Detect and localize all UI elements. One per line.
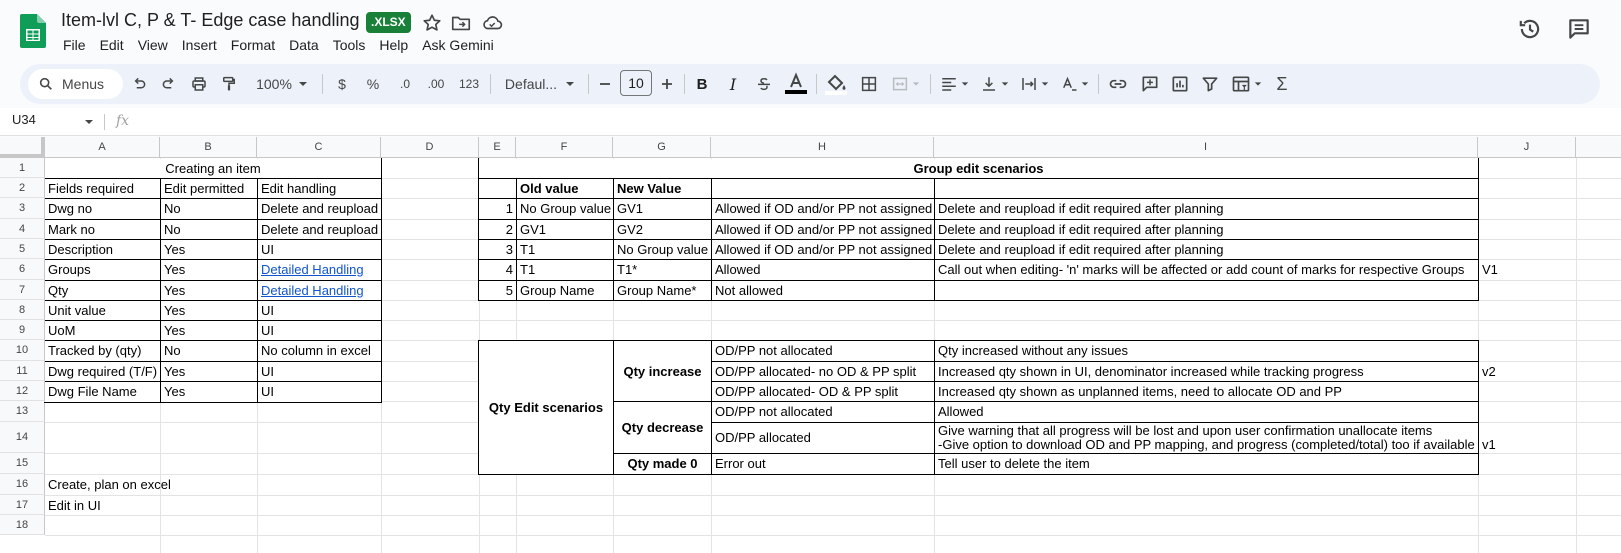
table-cell[interactable]: Tracked by (qty)	[45, 341, 160, 361]
table-border-line	[45, 361, 381, 362]
table-cell[interactable]: Delete and reupload	[258, 199, 381, 219]
menu-file[interactable]: File	[63, 37, 86, 53]
menu-bar	[60, 35, 505, 55]
column-header-e[interactable]: E	[479, 137, 516, 158]
qty-table-title[interactable]: Qty Edit scenarios	[479, 341, 613, 474]
table-cell[interactable]: Dwg File Name	[45, 382, 160, 402]
table-cell[interactable]: Delete and reupload if edit required after planning	[935, 220, 1478, 240]
table-cell[interactable]: No	[161, 199, 257, 219]
gridline	[1576, 158, 1577, 553]
toolbar-divider	[1098, 74, 1099, 94]
table-border-line	[479, 280, 1478, 281]
strikethrough-button[interactable]	[754, 72, 774, 96]
table-cell[interactable]: No Group value	[517, 199, 613, 219]
zoom-select[interactable]	[252, 72, 312, 96]
menu-format[interactable]: Format	[230, 37, 276, 53]
menu-help[interactable]: Help	[379, 37, 409, 53]
formula-bar-divider	[104, 114, 105, 130]
table-cell[interactable]: Yes	[161, 301, 257, 321]
select-all-corner[interactable]	[0, 137, 45, 158]
borders-button[interactable]	[858, 72, 880, 96]
version-history-icon[interactable]	[1517, 16, 1543, 42]
detailed-handling-link[interactable]: Detailed Handling	[258, 260, 381, 280]
table-cell[interactable]: Allowed if OD and/or PP not assigned	[712, 220, 934, 240]
table-cell[interactable]: Give warning that all progress will be lost and upon user confirmation unallocate items -Give option to download OD and PP mapping, and progress (completed/total) too if available	[935, 423, 1478, 453]
table-cell[interactable]: Group Name*	[614, 281, 711, 301]
group-header-old[interactable]: Old value	[517, 179, 613, 199]
currency-format-button[interactable]: $	[338, 76, 346, 92]
row-header[interactable]: 2	[0, 178, 45, 198]
table-cell[interactable]: Dwg no	[45, 199, 160, 219]
gridline	[45, 535, 1621, 536]
row-header[interactable]: 4	[0, 219, 45, 239]
file-type-badge[interactable]: .XLSX	[366, 12, 411, 33]
filter-views-icon	[1231, 74, 1251, 94]
table-cell[interactable]: OD/PP allocated	[712, 423, 934, 453]
filter-views-button[interactable]	[1228, 72, 1264, 96]
table-cell[interactable]: 2	[479, 220, 516, 240]
table-cell[interactable]: UI	[258, 240, 381, 260]
italic-button[interactable]: I	[729, 74, 737, 94]
plus-icon	[660, 77, 674, 91]
table-cell[interactable]: Tell user to delete the item	[935, 454, 1478, 474]
table-cell[interactable]: Yes	[161, 321, 257, 341]
table-border-line	[45, 300, 381, 301]
toolbar-divider	[816, 74, 817, 94]
table-cell[interactable]: Delete and reupload if edit required after planning	[935, 240, 1478, 260]
table-border-line	[479, 219, 1478, 220]
table-cell[interactable]: Yes	[161, 281, 257, 301]
table-border-line	[45, 280, 381, 281]
table-cell[interactable]: Call out when editing- 'n' marks will be affected or add count of marks for respective Groups	[935, 260, 1478, 280]
row-header[interactable]: 12	[0, 381, 45, 401]
row-header[interactable]: 8	[0, 300, 45, 320]
table-border-line	[479, 198, 1478, 199]
table-border-line	[613, 178, 614, 300]
table-cell[interactable]: Qty	[45, 281, 160, 301]
table-border-line	[613, 401, 1478, 402]
create-header-handling[interactable]: Edit handling	[258, 179, 381, 199]
version-tag[interactable]: V1	[1482, 262, 1498, 277]
detailed-handling-link[interactable]: Detailed Handling	[258, 281, 381, 301]
column-header-h[interactable]: H	[711, 137, 934, 158]
table-cell[interactable]: GV1	[517, 220, 613, 240]
column-header-a[interactable]: A	[45, 137, 160, 158]
zoom-value: 100%	[256, 76, 292, 92]
table-border-line	[711, 361, 1478, 362]
chevron-down-icon[interactable]	[84, 117, 94, 127]
table-cell[interactable]: Yes	[161, 240, 257, 260]
table-cell[interactable]: OD/PP allocated- no OD & PP split	[712, 362, 934, 382]
more-formats-button[interactable]: 123	[458, 77, 480, 91]
create-header-fields[interactable]: Fields required	[45, 179, 160, 199]
merge-cells-button[interactable]	[888, 72, 922, 96]
menu-insert[interactable]: Insert	[181, 37, 217, 53]
star-icon[interactable]	[421, 12, 443, 34]
create-header-permitted[interactable]: Edit permitted	[161, 179, 257, 199]
menus-search[interactable]	[28, 69, 123, 99]
text-rotation-button[interactable]	[1058, 72, 1090, 96]
undo-button[interactable]	[128, 72, 150, 96]
text-color-icon	[784, 72, 808, 96]
horizontal-align-button[interactable]	[938, 72, 970, 96]
chevron-down-icon	[565, 79, 575, 89]
minus-icon	[598, 77, 612, 91]
table-cell[interactable]: Allowed if OD and/or PP not assigned	[712, 240, 934, 260]
menu-edit[interactable]: Edit	[99, 37, 124, 53]
table-cell[interactable]: Unit value	[45, 301, 160, 321]
table-cell[interactable]: Error out	[712, 454, 934, 474]
row-header[interactable]: 9	[0, 320, 45, 340]
document-title[interactable]: Item-lvl C, P & T- Edge case handling	[61, 10, 360, 30]
toolbar-divider	[322, 74, 323, 94]
table-border-line	[160, 178, 161, 402]
column-header-d[interactable]: D	[381, 137, 479, 158]
menu-ask-gemini[interactable]: Ask Gemini	[422, 37, 494, 53]
row-header[interactable]: 17	[0, 495, 45, 515]
merge-cells-icon	[891, 75, 909, 93]
chevron-down-icon	[298, 79, 308, 89]
text-rotation-icon	[1060, 75, 1078, 93]
percent-format-button[interactable]: %	[366, 76, 380, 92]
row-header[interactable]: 15	[0, 453, 45, 474]
table-cell[interactable]: No	[161, 220, 257, 240]
table-cell[interactable]: OD/PP not allocated	[712, 402, 934, 422]
toolbar-divider	[490, 74, 491, 94]
print-icon	[190, 75, 208, 93]
table-cell[interactable]: GV2	[614, 220, 711, 240]
table-cell[interactable]: OD/PP allocated- OD & PP split	[712, 382, 934, 402]
link-icon	[1108, 74, 1128, 94]
column-header-c[interactable]: C	[257, 137, 381, 158]
table-cell[interactable]: Yes	[161, 260, 257, 280]
table-cell[interactable]: No column in excel	[258, 341, 381, 361]
print-button[interactable]	[188, 72, 210, 96]
table-cell[interactable]: Group Name	[517, 281, 613, 301]
column-header-f[interactable]: F	[516, 137, 613, 158]
redo-icon	[160, 75, 178, 93]
table-cell[interactable]: T1	[517, 260, 613, 280]
text-wrap-icon	[1020, 75, 1038, 93]
version-tag[interactable]: v2	[1482, 364, 1496, 379]
fx-icon: fx	[116, 113, 130, 129]
table-cell[interactable]: T1*	[614, 260, 711, 280]
table-cell[interactable]: Groups	[45, 260, 160, 280]
strikethrough-icon	[755, 75, 773, 93]
create-table-title[interactable]: Creating an item	[45, 159, 381, 179]
table-cell[interactable]: Delete and reupload	[258, 220, 381, 240]
table-cell[interactable]: Increased qty shown in UI, denominator increased while tracking progress	[935, 362, 1478, 382]
menus-search-label: Menus	[62, 76, 105, 92]
vertical-align-button[interactable]	[978, 72, 1010, 96]
column-header-i[interactable]: I	[934, 137, 1478, 158]
table-cell[interactable]: Allowed	[712, 260, 934, 280]
table-border-line	[934, 178, 935, 300]
paint-format-icon	[220, 75, 238, 93]
menu-data[interactable]: Data	[289, 37, 319, 53]
table-cell[interactable]: 1	[479, 199, 516, 219]
insert-link-button[interactable]	[1106, 72, 1130, 96]
text-wrapping-button[interactable]	[1018, 72, 1050, 96]
qty-decrease-label[interactable]: Qty decrease	[614, 402, 711, 453]
table-border-line	[257, 178, 258, 402]
table-border-line	[45, 259, 381, 260]
table-border-line	[711, 381, 1478, 382]
group-header-new[interactable]: New Value	[614, 179, 711, 199]
table-border-line	[45, 381, 381, 382]
qty-zero-label[interactable]: Qty made 0	[614, 454, 711, 474]
qty-increase-label[interactable]: Qty increase	[614, 341, 711, 402]
table-border-line	[45, 239, 381, 240]
name-box[interactable]: U34	[12, 112, 36, 127]
move-folder-icon[interactable]	[450, 12, 472, 34]
version-tag[interactable]: v1	[1482, 437, 1496, 452]
toolbar-divider	[588, 74, 589, 94]
table-cell[interactable]: Mark no	[45, 220, 160, 240]
bold-button[interactable]: B	[696, 75, 708, 93]
filter-button[interactable]	[1198, 72, 1222, 96]
row-header[interactable]: 13	[0, 401, 45, 422]
table-cell[interactable]: Yes	[161, 362, 257, 382]
align-left-icon	[940, 75, 958, 93]
comments-icon[interactable]	[1566, 16, 1592, 42]
row-header[interactable]: 18	[0, 515, 45, 535]
font-family-value: Defaul...	[504, 76, 558, 92]
font-family-select[interactable]	[500, 72, 580, 96]
filter-icon	[1200, 74, 1220, 94]
row-header[interactable]: 7	[0, 280, 45, 300]
table-cell[interactable]: No	[161, 341, 257, 361]
toolbar-divider	[930, 74, 931, 94]
insert-chart-button[interactable]	[1168, 72, 1192, 96]
chevron-down-icon	[961, 80, 969, 88]
column-header-b[interactable]: B	[160, 137, 257, 158]
add-comment-icon	[1140, 74, 1160, 94]
table-border-line	[45, 320, 381, 321]
table-border-line	[479, 239, 1478, 240]
toolbar	[20, 64, 1600, 104]
spreadsheet-grid[interactable]	[0, 137, 1621, 553]
font-size-input[interactable]: 10	[620, 70, 652, 96]
chevron-down-icon	[1254, 80, 1262, 88]
insert-comment-button[interactable]	[1138, 72, 1162, 96]
table-cell[interactable]: Description	[45, 240, 160, 260]
undo-icon	[130, 75, 148, 93]
row-header[interactable]: 10	[0, 340, 45, 361]
table-cell[interactable]: Dwg required (T/F)	[45, 362, 160, 382]
row-header[interactable]: 5	[0, 239, 45, 259]
search-icon	[38, 76, 54, 92]
formula-bar	[0, 108, 1621, 136]
table-border-line	[711, 178, 712, 300]
table-cell[interactable]: Allowed	[935, 402, 1478, 422]
table-cell[interactable]: Yes	[161, 382, 257, 402]
table-cell[interactable]: T1	[517, 240, 613, 260]
table-cell[interactable]: No Group value	[614, 240, 711, 260]
text-color-button[interactable]	[784, 72, 808, 96]
row-header[interactable]: 3	[0, 198, 45, 219]
title-bar	[0, 0, 1621, 60]
table-border-line	[45, 178, 381, 179]
group-table-title[interactable]: Group edit scenarios	[479, 159, 1478, 179]
column-header-k[interactable]	[1576, 137, 1621, 158]
row-header[interactable]: 1	[0, 158, 45, 178]
table-border-line	[516, 178, 517, 300]
row-header[interactable]: 16	[0, 474, 45, 495]
row-header[interactable]: 11	[0, 361, 45, 381]
table-cell[interactable]: 3	[479, 240, 516, 260]
legend-edit-ui[interactable]: Edit in UI	[48, 498, 101, 513]
legend-create-plan[interactable]: Create, plan on excel	[48, 477, 171, 492]
table-border-line	[45, 340, 381, 341]
table-cell[interactable]: OD/PP not allocated	[712, 341, 934, 361]
table-cell[interactable]: Increased qty shown as unplanned items, need to allocate OD and PP	[935, 382, 1478, 402]
table-border-line	[45, 219, 381, 220]
table-cell[interactable]: Qty increased without any issues	[935, 341, 1478, 361]
table-cell[interactable]: UI	[258, 321, 381, 341]
table-cell[interactable]: UI	[258, 362, 381, 382]
cloud-saved-icon[interactable]	[481, 12, 503, 34]
decrease-font-size-button[interactable]	[596, 72, 614, 96]
menu-view[interactable]: View	[137, 37, 168, 53]
gridline	[45, 515, 1621, 516]
table-cell[interactable]: UI	[258, 301, 381, 321]
table-border-line	[45, 198, 381, 199]
fill-color-button[interactable]	[824, 72, 848, 96]
decrease-decimal-button[interactable]: .0	[399, 77, 410, 91]
increase-font-size-button[interactable]	[658, 72, 676, 96]
table-border-line	[711, 422, 1478, 423]
table-cell[interactable]: UI	[258, 382, 381, 402]
column-header-j[interactable]: J	[1478, 137, 1576, 158]
row-header[interactable]: 6	[0, 259, 45, 280]
table-border-line	[479, 259, 1478, 260]
menu-tools[interactable]: Tools	[332, 37, 366, 53]
chevron-down-icon	[1081, 80, 1089, 88]
column-header-g[interactable]: G	[613, 137, 711, 158]
increase-decimal-button[interactable]: .00	[427, 77, 445, 91]
table-border-line	[479, 178, 1478, 179]
row-header[interactable]: 14	[0, 422, 45, 453]
functions-button[interactable]: Σ	[1276, 73, 1288, 94]
table-cell[interactable]: 5	[479, 281, 516, 301]
table-cell[interactable]: GV1	[614, 199, 711, 219]
table-cell[interactable]: Not allowed	[712, 281, 934, 301]
toolbar-divider	[684, 74, 685, 94]
table-cell[interactable]: 4	[479, 260, 516, 280]
chevron-down-icon	[1001, 80, 1009, 88]
gridline	[45, 495, 1621, 496]
sheets-logo-icon[interactable]	[20, 14, 46, 48]
table-border-line	[613, 453, 1478, 454]
chevron-down-icon	[1041, 80, 1049, 88]
paint-format-button[interactable]	[218, 72, 240, 96]
table-cell[interactable]: Allowed if OD and/or PP not assigned	[712, 199, 934, 219]
borders-icon	[860, 75, 878, 93]
table-cell[interactable]: Delete and reupload if edit required after planning	[935, 199, 1478, 219]
chevron-down-icon	[912, 80, 920, 88]
table-cell[interactable]: UoM	[45, 321, 160, 341]
fill-color-icon	[824, 72, 848, 96]
align-bottom-icon	[980, 75, 998, 93]
chart-icon	[1170, 74, 1190, 94]
redo-button[interactable]	[158, 72, 180, 96]
